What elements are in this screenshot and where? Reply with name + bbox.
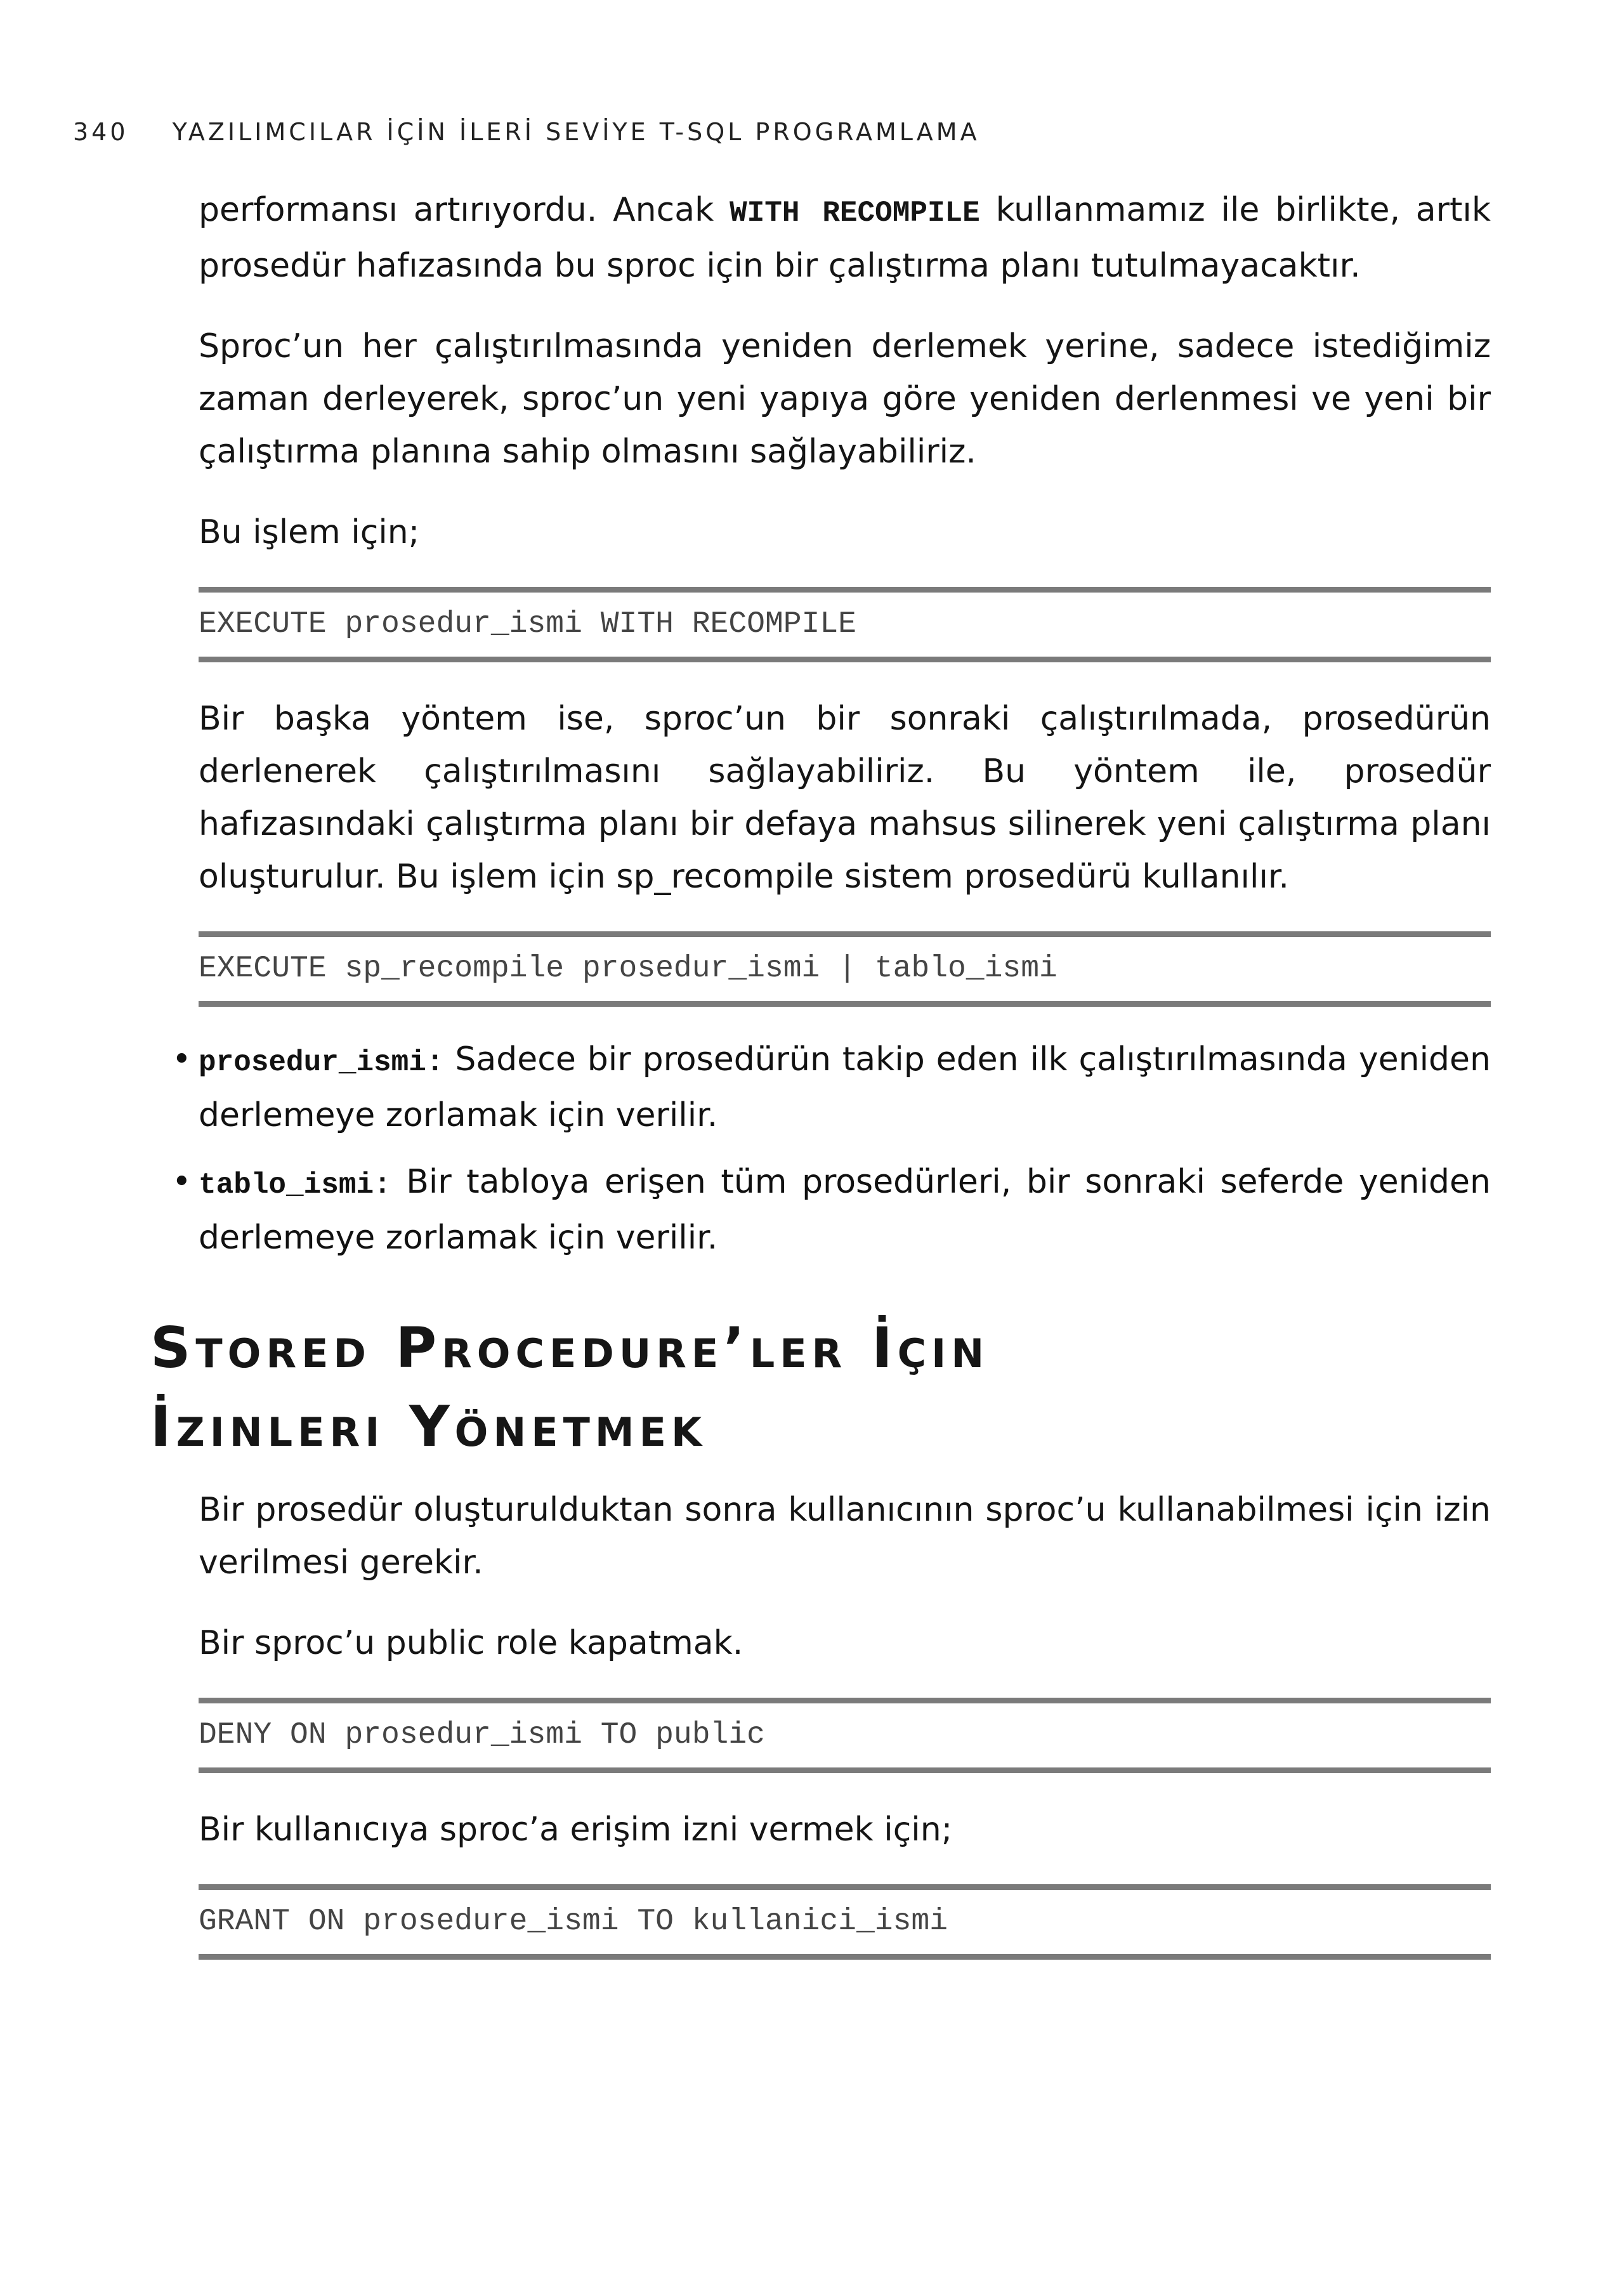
inline-code-with-recompile: WITH RECOMPILE [730, 197, 980, 230]
bullet-icon: • [172, 1040, 192, 1078]
book-title: YAZILIMCILAR İÇİN İLERİ SEVİYE T-SQL PROGRAMLAMA [172, 118, 980, 146]
parameter-term: prosedur_ismi: [199, 1046, 444, 1079]
code-block-sp-recompile: EXECUTE sp_recompile prosedur_ismi | tablo_ismi [199, 931, 1491, 1007]
paragraph-grant-user: Bir kullanıcıya sproc’a erişim izni vermek için; [199, 1811, 953, 1849]
paragraph-sp-recompile: Bir başka yöntem ise, sproc’un bir sonraki çalıştırılmada, prosedürün derlenerek çalıştırılmasını sağlayabiliriz. Bu yöntem ile, prosedür hafızasındaki çalıştırma planı bir defaya mahsus silinerek yeni çalıştırma planı oluşturulur. Bu işlem için sp_recompile sistem prosedürü kullanılır. [199, 700, 1491, 896]
page-body [150, 184, 1491, 1990]
section-heading [150, 1309, 1483, 1466]
parameter-description: Bir tabloya erişen tüm prosedürleri, bir sonraki seferde yeniden derlemeye zorlamak için verilir. [199, 1163, 1491, 1257]
paragraph-recompile-intro [199, 184, 1491, 292]
parameter-list [172, 1033, 1491, 1264]
list-item-tablo-ismi [172, 1156, 1491, 1264]
running-header [73, 118, 1532, 146]
paragraph-permissions-intro: Bir prosedür oluşturulduktan sonra kullanıcının sproc’u kullanabilmesi için izin verilmesi gerekir. [199, 1491, 1491, 1582]
code-block-grant: GRANT ON prosedure_ismi TO kullanici_ismi [199, 1884, 1491, 1960]
section-heading-line-1: Stored Procedure’ler İçin [150, 1315, 990, 1380]
paragraph-text: performansı artırıyordu. Ancak [199, 191, 730, 229]
list-item-prosedur-ismi [172, 1033, 1491, 1142]
section-heading-line-2: İzinleri Yönetmek [150, 1394, 707, 1459]
code-block-deny: DENY ON prosedur_ismi TO public [199, 1698, 1491, 1773]
paragraph-recompile-alternative: Sproc’un her çalıştırılmasında yeniden derlemek yerine, sadece istediğimiz zaman derleyerek, sproc’un yeni yapıya göre yeniden derlenmesi ve yeni bir çalıştırma planına sahip olmasını sağlayabiliriz. [199, 327, 1491, 471]
paragraph-text: kullanmamız ile birlikte, artık prosedür hafızasında bu sproc için bir çalıştırma planı tutulmayacaktır. [199, 191, 1491, 285]
page-number: 340 [73, 118, 129, 146]
paragraph-for-this: Bu işlem için; [199, 513, 420, 551]
bullet-icon: • [172, 1163, 192, 1201]
parameter-description: Sadece bir prosedürün takip eden ilk çalıştırılmasında yeniden derlemeye zorlamak için verilir. [199, 1040, 1491, 1134]
paragraph-deny-public: Bir sproc’u public role kapatmak. [199, 1624, 743, 1662]
code-block-execute-with-recompile: EXECUTE prosedur_ismi WITH RECOMPILE [199, 587, 1491, 662]
parameter-term: tablo_ismi: [199, 1169, 391, 1202]
